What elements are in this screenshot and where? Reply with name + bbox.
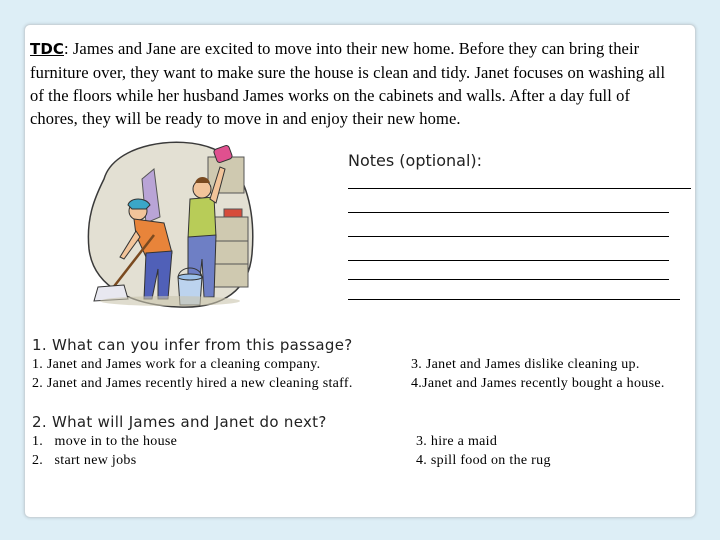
notes-line[interactable]	[348, 299, 680, 300]
passage	[30, 37, 680, 130]
passage-text: : James and Jane are excited to move into their new home. Before they can bring their furniture over, they want to make sure the house is clean and tidy. Janet focuses on washing all of the floors while her husband James works on the cabinets and walls. After a day full of chores, they will be ready to move in and enjoy their new home.	[30, 39, 666, 128]
notes-line[interactable]	[348, 236, 669, 237]
notes-title: Notes (optional):	[348, 151, 483, 170]
question-2-option-2[interactable]: 2. start new jobs	[32, 453, 137, 468]
notes-line[interactable]	[348, 212, 669, 213]
question-1-option-1[interactable]: 1. Janet and James work for a cleaning company.	[32, 357, 321, 372]
notes-line[interactable]	[348, 188, 691, 189]
cleaning-couple-illustration	[84, 139, 256, 311]
question-2-option-3[interactable]: 3. hire a maid	[416, 434, 498, 449]
question-1-title: 1. What can you infer from this passage?	[32, 336, 353, 354]
question-2-title: 2. What will James and Janet do next?	[32, 413, 327, 431]
notes-line[interactable]	[348, 279, 669, 280]
question-2-option-4[interactable]: 4. spill food on the rug	[416, 453, 551, 468]
question-1-option-2[interactable]: 2. Janet and James recently hired a new cleaning staff.	[32, 376, 353, 391]
passage-label: TDC	[30, 40, 64, 58]
question-1-option-3[interactable]: 3. Janet and James dislike cleaning up.	[411, 357, 640, 372]
notes-line[interactable]	[348, 260, 669, 261]
question-1-option-4[interactable]: 4.Janet and James recently bought a house.	[411, 376, 665, 391]
question-2-option-1[interactable]: 1. move in to the house	[32, 434, 178, 449]
